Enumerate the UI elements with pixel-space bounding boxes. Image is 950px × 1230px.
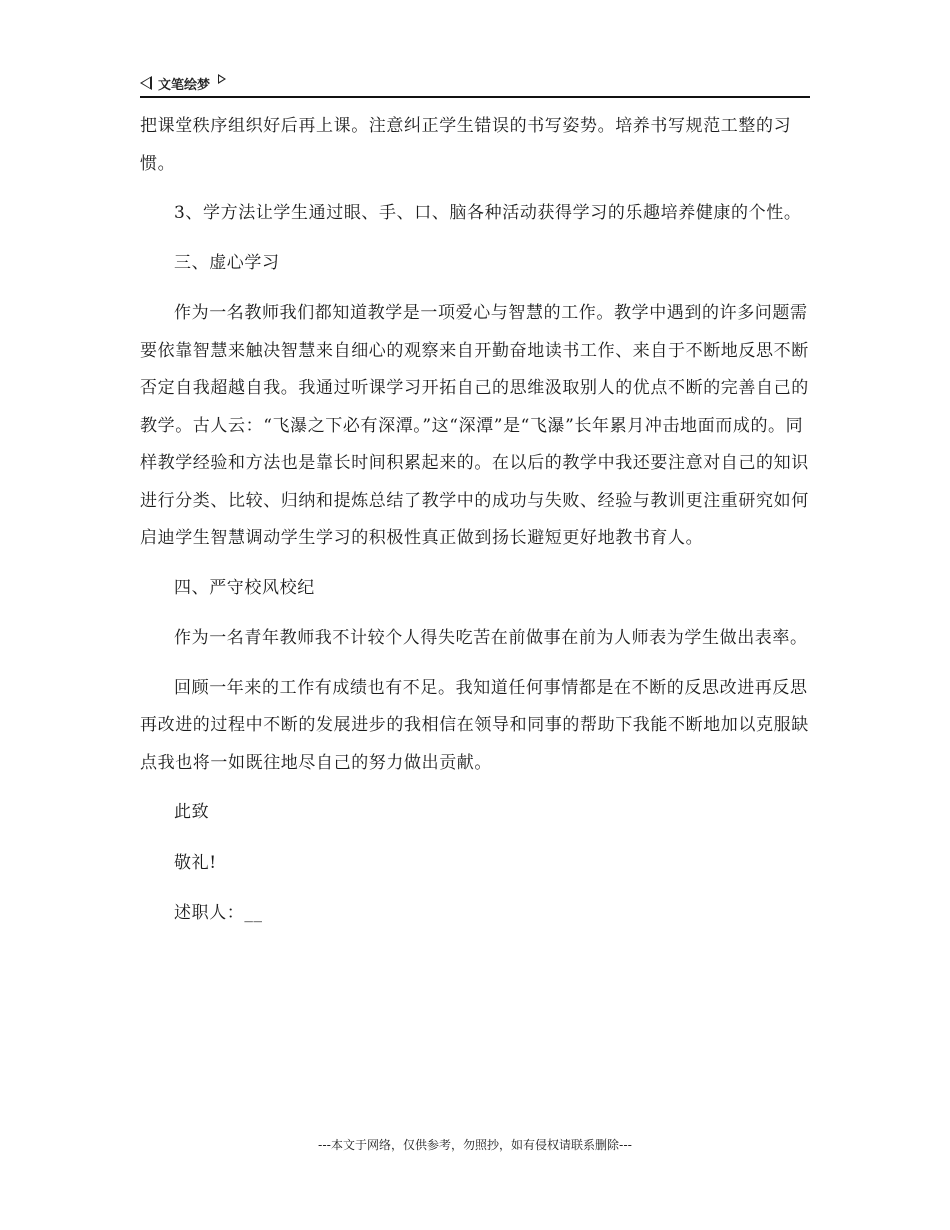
page-header [140, 72, 810, 94]
signature-line: 述职人：__ [174, 903, 263, 923]
triangle-left-icon [140, 76, 152, 90]
closing-regards: 敬礼! [174, 852, 217, 873]
header-divider [140, 96, 810, 98]
paragraph-review: 回顾一年来的工作有成绩也有不足。我知道任何事情都是在不断的反思改进再反思再改进的过程中不断的发展进步的我相信在领导和同事的帮助下我能不断地加以克服缺点我也将一如既往地尽自己的努力做出贡献。 [140, 677, 809, 773]
closing-salutation: 此致 [174, 802, 210, 822]
paragraph-method: 3、学方法让学生通过眼、手、口、脑各种活动获得学习的乐趣培养健康的个性。 [174, 203, 802, 223]
footer-notice: ---本文于网络，仅供参考，勿照抄，如有侵权请联系删除--- [318, 1138, 632, 1152]
paragraph-continuation: 把课堂秩序组织好后再上课。注意纠正学生错误的书写姿势。培养书写规范工整的习惯。 [140, 116, 792, 174]
triangle-right-icon [218, 74, 226, 84]
document-body [140, 108, 812, 946]
section-heading-3: 三、虚心学习 [174, 252, 280, 273]
header-title: 文笔绘梦 [158, 77, 211, 93]
paragraph-discipline: 作为一名青年教师我不计较个人得失吃苦在前做事在前为人师表为学生做出表率。 [174, 628, 808, 648]
paragraph-learning: 作为一名教师我们都知道教学是一项爱心与智慧的工作。教学中遇到的许多问题需要依靠智慧来触决智慧来自细心的观察来自开勤奋地读书工作、来自于不断地反思不断否定自我超越自我。我通过听课学习开拓自己的思维汲取别人的优点不断的完善自己的教学。古人云：“飞瀑之下必有深潭。”这“深潭”是“飞瀑”长年累月冲击地面而成的。同样教学经验和方法也是靠长时间积累起来的。在以后的教学中我还要注意对自己的知识进行分类、比较、归纳和提炼总结了教学中的成功与失败、经验与教训更注重研究如何启迪学生智慧调动学生学习的积极性真正做到扬长避短更好地教书育人。 [140, 303, 809, 548]
section-heading-4: 四、严守校风校纪 [174, 577, 315, 598]
